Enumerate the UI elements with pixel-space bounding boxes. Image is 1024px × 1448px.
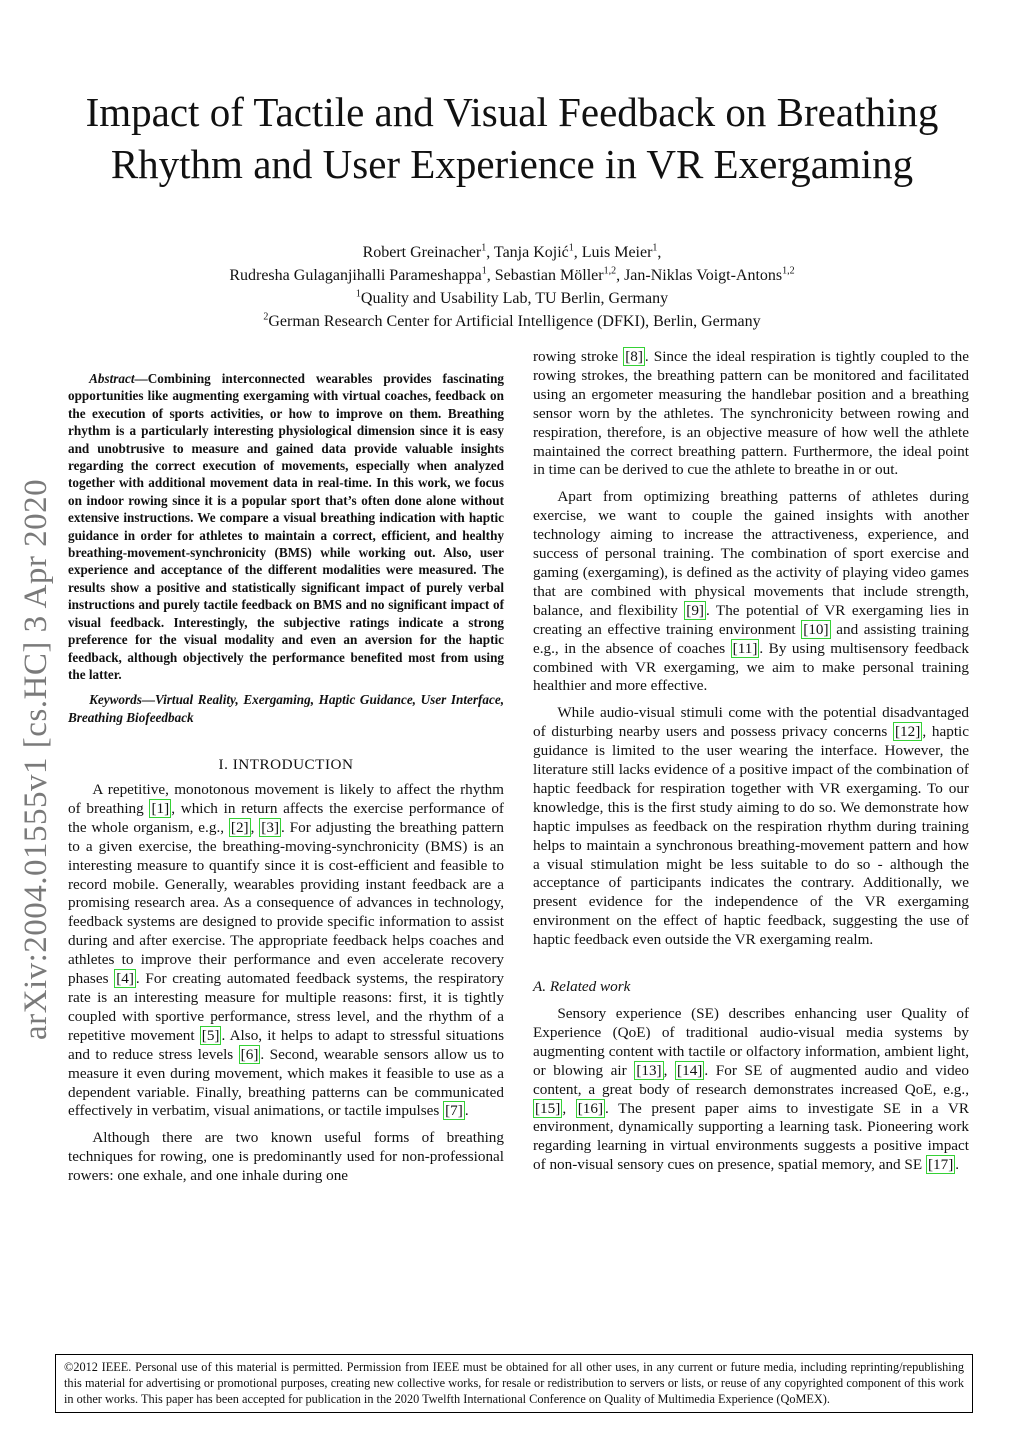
paragraph-text: A repetitive, monotonous movement is likely to affect the rhythm of breathing: [68, 781, 504, 817]
citation-link[interactable]: [3]: [261, 818, 280, 836]
affiliation-mark: 2: [263, 311, 269, 323]
author-separator: ,: [573, 244, 582, 261]
author-name: Jan-Niklas Voigt-Antons: [624, 267, 783, 284]
keywords: [68, 691, 504, 726]
affiliation-text: Quality and Usability Lab, TU Berlin, Germany: [360, 290, 669, 307]
author-affiliation-mark: 1: [652, 242, 658, 254]
paragraph-text: ,: [663, 1061, 676, 1079]
paragraph-text: . Also, it helps to adapt to stressful situations and to reduce stress levels: [68, 1026, 504, 1063]
paragraph: [533, 488, 969, 696]
paragraph-text: . For creating automated feedback systems, the respiratory rate is an interesting measure for multiple reasons: first, it is tightly coupled with sportive performance, stress level, and the rhythm of a repetitive movement: [68, 970, 504, 1044]
author-line-2: [40, 264, 984, 287]
citation-link[interactable]: [10]: [803, 620, 829, 638]
author-line-1: [40, 241, 984, 264]
paragraph-text: rowing stroke: [533, 348, 624, 365]
paragraph-text: . For SE of augmented audio and video content, a great body of research demonstrates increased QoE, e.g.,: [533, 1061, 970, 1098]
citation-link[interactable]: [8]: [625, 348, 643, 365]
paragraph-text: While audio-visual stimuli come with the potential disadvantaged of disturbing nearby users and possess privacy concerns: [533, 704, 969, 741]
paragraph-text: . The present paper aims to investigate SE in a VR environment, dynamically supporting a learning task. Pioneering work regarding learning in virtual environments suggests a positive impact of non-visual sensory cues on presence, spatial memory, and SE: [533, 1099, 970, 1174]
paragraph-text: , haptic guidance is limited to the user wearing the interface. However, the literature still lacks evidence of a positive impact of the combination of haptic feedback for respiration together with VR exergaming. To our knowledge, this is the first study aiming to do so. We demonstrate how haptic impulses as feedback on the respiration rhythm during training helps to maintain a synchronous breathing-movement pattern and how a visual stimulation might be less suitable to do so - although the acceptance of participants indicates the contrary. Additionally, we present evidence for the independence of the VR exergaming environment on the effect of haptic feedback, suggesting the use of haptic feedback even outside the VR exergaming realm.: [533, 723, 969, 949]
related-work-body: [533, 1005, 969, 1175]
title-line-2: Rhythm and User Experience in VR Exergaming: [110, 141, 914, 187]
citation-link[interactable]: [15]: [535, 1099, 561, 1117]
citation-link[interactable]: [14]: [677, 1061, 703, 1079]
affiliation-line: [40, 287, 984, 310]
citation-link[interactable]: [16]: [577, 1099, 604, 1117]
citation-link[interactable]: [2]: [230, 818, 249, 836]
affiliations: [40, 287, 984, 333]
author-name: Luis Meier: [581, 244, 653, 261]
introduction-body: [68, 781, 504, 1186]
paragraph-text: . For adjusting the breathing pattern to a given exercise, the breathing-moving-synchronicity (BMS) is an interesting measure to quantify since it is cost-efficient and feasible to record mobile. Generally, wearables providing instant feedback are a promising research area. As a consequence of advances in technology, feedback systems are designed to provide specific information to assist during and after exercise. The appropriate feedback helps coaches and athletes to improve their performance and even accelerate recovery phases: [68, 818, 504, 988]
abstract: [68, 370, 504, 683]
introduction-body-continued: [533, 348, 969, 950]
paragraph-text: ,: [562, 1099, 576, 1117]
paragraph-text: Sensory experience (SE) describes enhancing user Quality of Experience (QoE) of traditional audio-visual media systems by augmenting content with tactile or olfactory information, ambient light, or blowing air: [533, 1005, 969, 1079]
paragraph: [533, 348, 969, 480]
citation-link[interactable]: [6]: [240, 1045, 259, 1063]
paragraph: [68, 1129, 504, 1186]
paragraph: [533, 1005, 969, 1175]
citation-link[interactable]: [11]: [732, 639, 758, 657]
citation-link[interactable]: [5]: [201, 1026, 220, 1044]
author-name: Robert Greinacher: [362, 244, 482, 261]
right-column: [533, 348, 969, 1183]
author-separator: ,: [486, 267, 495, 284]
title-line-1: Impact of Tactile and Visual Feedback on Breathing: [85, 89, 939, 135]
left-column: [68, 348, 504, 1194]
author-affiliation-mark: 1: [481, 265, 487, 277]
author-affiliation-mark: 1,2: [782, 265, 795, 277]
paragraph: [68, 781, 504, 1121]
paragraph-text: . The potential of VR exergaming lies in creating an effective training environment: [533, 601, 969, 638]
author-affiliation-mark: 1: [481, 242, 487, 254]
keywords-label: Keywords: [89, 692, 142, 708]
author-separator: ,: [616, 267, 625, 284]
paragraph-text: .: [464, 1102, 469, 1120]
author-name: Tanja Kojić: [493, 244, 569, 261]
citation-link[interactable]: [17]: [927, 1156, 954, 1174]
citation-link[interactable]: [9]: [686, 601, 704, 619]
paper-title: [40, 86, 984, 190]
citation-link[interactable]: [13]: [636, 1061, 662, 1079]
paragraph-text: , which in return affects the exercise performance of the whole organism, e.g.,: [68, 799, 504, 836]
paragraph: [533, 704, 969, 950]
citation-link[interactable]: [12]: [895, 723, 921, 741]
paragraph-text: ,: [250, 818, 260, 836]
copyright-notice: ©2012 IEEE. Personal use of this material is permitted. Permission from IEEE must be obtained for all other uses, in any current or future media, including reprinting/republishing this material for advertising or promotional purposes, creating new collective works, for resale or redistribution to servers or lists, or reuse of any copyrighted component of this work in other works. This paper has been accepted for publication in the 2020 Twelfth International Conference on Quality of Multimedia Experience (QoMEX).: [55, 1354, 973, 1413]
paragraph-text: .: [955, 1156, 960, 1174]
subsection-heading-related-work: A. Related work: [533, 978, 631, 996]
author-affiliation-mark: 1: [568, 242, 574, 254]
abstract-text: —Combining interconnected wearables provides fascinating opportunities like augmenting exergaming with virtual coaches, feedback on the execution of sports activities, or how to improve on them. Breathing rhythm is a particularly interesting physiological dimension since it is easy and unobtrusive to measure and gained data provide valuable insights regarding the correct execution of movements, especially when analyzed together with additional movement data in real-time. In this work, we focus on indoor rowing since it is a popular sport that’s often done alone without extensive instructions. We compare a visual breathing indication with haptic guidance in order for athletes to maintain a correct, efficient, and healthy breathing-movement-synchronicity (BMS) while working out. Also, user experience and acceptance of the different modalities were measured. The results show a positive and statistically significant impact of purely verbal instructions and purely tactile feedback on BMS and no significant impact of visual feedback. Interestingly, the subjective ratings indicate a strong preference for the visual modality and even an aversion for the haptic feedback, although objectively the performance benefited most from using the latter.: [68, 371, 504, 682]
citation-link[interactable]: [1]: [151, 799, 170, 817]
abstract-label: Abstract: [89, 371, 135, 386]
paragraph-text: . Since the ideal respiration is tightly coupled to the rowing strokes, the breathing pattern can be monitored and facilitated using an ergometer measuring the handlebar position and a breathing sensor worn by the athletes. The synchronicity between rowing and respiration, therefore, is an objective measure of how well the athlete maintained the correct breathing pattern. Furthermore, the ideal point in time can be derived to cue the athlete to breathe in or out.: [533, 348, 969, 479]
author-separator: ,: [657, 244, 662, 261]
author-block: [40, 241, 984, 333]
citation-link[interactable]: [4]: [116, 970, 134, 988]
author-affiliation-mark: 1,2: [603, 265, 617, 277]
affiliation-text: German Research Center for Artificial Intelligence (DFKI), Berlin, Germany: [268, 313, 761, 330]
affiliation-mark: 1: [355, 288, 361, 300]
paragraph-text: Although there are two known useful forms of breathing techniques for rowing, one is predominantly used for non-professional rowers: one exhale, and one inhale during one: [68, 1129, 504, 1185]
paragraph-text: Apart from optimizing breathing patterns of athletes during exercise, we want to couple the gained insights with another technology aiming to increase the attractiveness, experience, and success of personal training. The combination of sport exercise and gaming (exergaming), is defined as the activity of playing video games that are combined with physical movements that include strength, balance, and flexibility: [533, 488, 969, 619]
section-heading-introduction: I. INTRODUCTION: [218, 756, 354, 774]
affiliation-line: [40, 310, 984, 333]
paragraph-text: . Second, wearable sensors allow us to measure it even during movement, which makes it feasible to use as a dependent variable. Finally, breathing patterns can be communicated effectively in verbatim, visual animations, or tactile impulses: [68, 1045, 505, 1120]
arxiv-side-stamp: arXiv:2004.01555v1 [cs.HC] 3 Apr 2020: [18, 478, 54, 1040]
paragraph-text: and assisting training e.g., in the absence of coaches: [533, 620, 969, 657]
keywords-text: —Virtual Reality, Exergaming, Haptic Guidance, User Interface, Breathing Biofeedback: [68, 692, 504, 725]
author-name: Rudresha Gulaganjihalli Parameshappa: [229, 267, 482, 284]
citation-link[interactable]: [7]: [445, 1102, 463, 1120]
author-separator: ,: [486, 244, 494, 261]
paragraph-text: . By using multisensory feedback combined with VR exergaming, we aim to make personal training healthier and more effective.: [533, 639, 969, 695]
author-name: Sebastian Möller: [494, 267, 604, 284]
